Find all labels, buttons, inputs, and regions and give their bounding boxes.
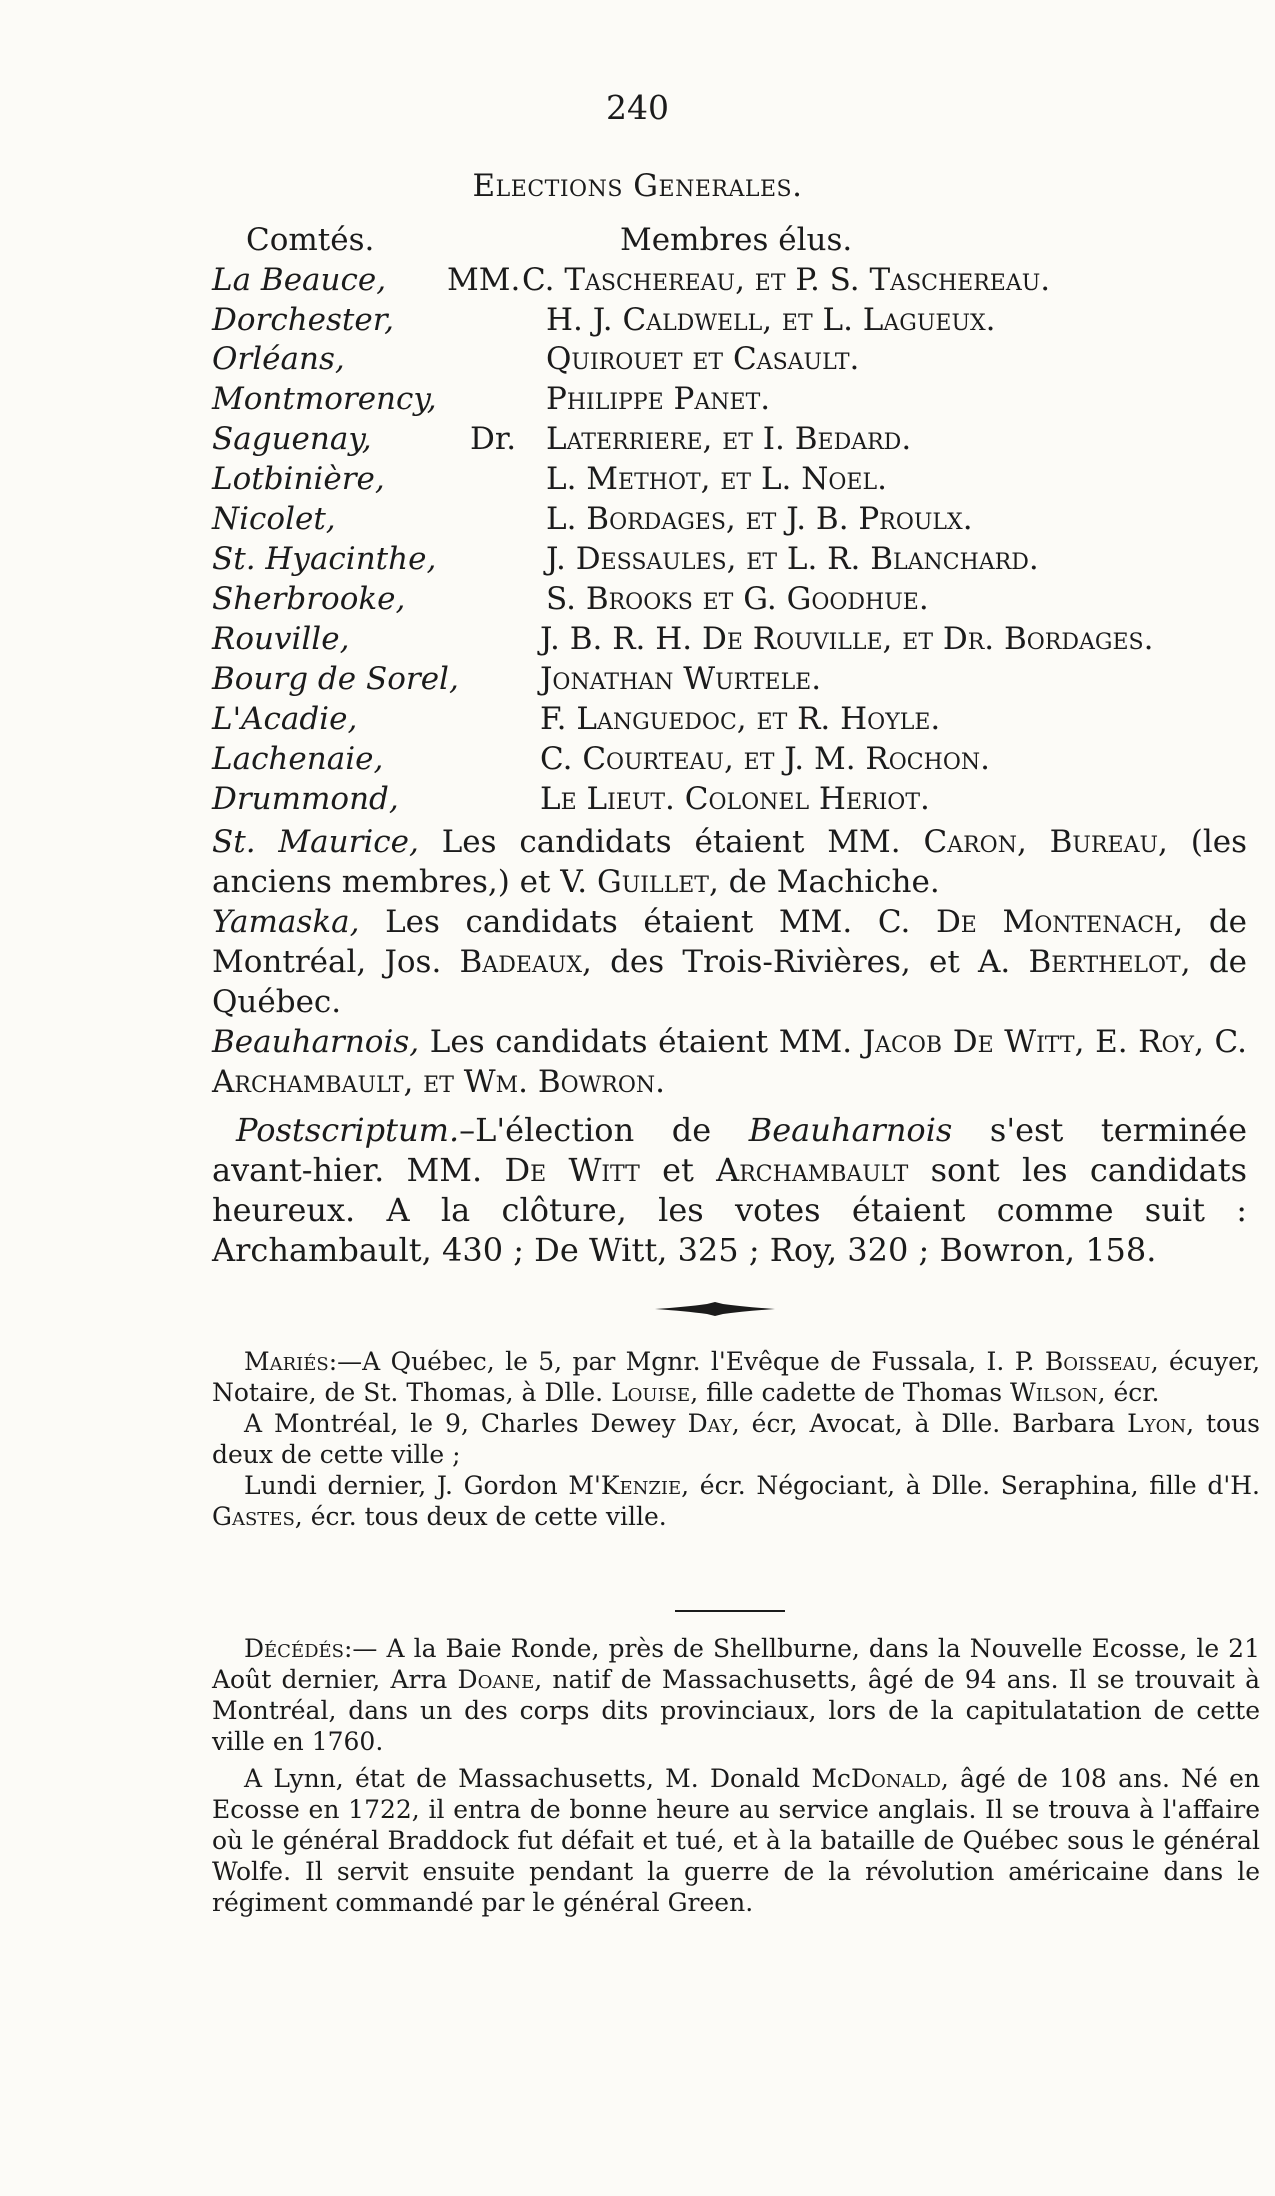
- county-name: La Beauce,: [212, 262, 387, 298]
- candidates-text: des Trois-Rivières, et A.: [610, 944, 1011, 980]
- elected-members: Philippe Panet.: [546, 381, 771, 417]
- candidate-names: C. De Montenach,: [877, 904, 1184, 940]
- section-heading: Elections Generales.: [472, 168, 803, 204]
- candidate-names: Caron, Bureau,: [923, 824, 1168, 860]
- county-name: St. Maurice,: [212, 824, 419, 860]
- candidates-lead: Les candidats étaient MM.: [429, 1024, 853, 1060]
- notice-text: écr. tous deux de cette ville.: [310, 1502, 667, 1531]
- notice-text: :— A la Baie Ronde, près de Shellburne, dans la Nouvelle Ecosse, le 21 Août dernier, Arra: [212, 1634, 1260, 1694]
- candidates-lead: Les candidats étaient MM.: [385, 904, 853, 940]
- death-notice: [212, 1633, 1260, 1757]
- elected-members: Le Lieut. Colonel Heriot.: [540, 781, 930, 817]
- candidate-names: Badeaux,: [459, 944, 592, 980]
- person-name: Doane,: [457, 1665, 543, 1694]
- county-name: L'Acadie,: [212, 701, 358, 737]
- person-name: Louise,: [611, 1378, 699, 1407]
- candidate-name: De Witt: [504, 1151, 640, 1189]
- candidates-entry: [212, 902, 1247, 1022]
- candidate-names: E. Roy, C. Archambault, et Wm. Bowron.: [212, 1024, 1248, 1100]
- elected-members: L. Bordages, et J. B. Proulx.: [546, 501, 973, 537]
- candidate-name: Archambault: [716, 1151, 909, 1189]
- county-name: St. Hyacinthe,: [212, 541, 437, 577]
- county-name: Dorchester,: [212, 302, 394, 338]
- member-prefix: MM.: [447, 262, 521, 298]
- county-name: Yamaska,: [212, 904, 360, 940]
- person-name: Wilson,: [1010, 1378, 1106, 1407]
- candidates-entry: [212, 1022, 1247, 1102]
- postscript-text: sont les candidats heureux. A la clôture, les votes étaient comme suit : Archambault, 430 ; De Witt, 325 ; Roy, 320 ; Bowron, 158.: [212, 1151, 1248, 1269]
- notice-text: écr. Négociant, à Dlle. Seraphina, fille d'H.: [699, 1471, 1260, 1500]
- notice-text: Lundi dernier, J. Gordon: [244, 1471, 558, 1500]
- person-name: Lyon,: [1127, 1409, 1195, 1438]
- county-name: Lachenaie,: [212, 741, 384, 777]
- postscript-text: s'est terminée avant-hier. MM.: [212, 1111, 1248, 1189]
- elected-members: Quirouet et Casault.: [546, 341, 860, 377]
- page-number: 240: [606, 88, 669, 127]
- candidates-text: de Montréal, Jos.: [212, 904, 1248, 980]
- county-name: Sherbrooke,: [212, 581, 406, 617]
- notice-text: A Montréal, le 9, Charles Dewey: [244, 1409, 676, 1438]
- candidate-names: Jacob De Witt,: [862, 1024, 1085, 1060]
- candidate-names: Guillet,: [597, 864, 719, 900]
- county-name: Saguenay,: [212, 421, 372, 457]
- person-name: Boisseau,: [1044, 1347, 1159, 1376]
- marriage-notice: [212, 1346, 1260, 1408]
- elected-members: C. Courteau, et J. M. Rochon.: [540, 741, 990, 777]
- deaths-section: [212, 1633, 1260, 1918]
- county-name: Drummond,: [212, 781, 399, 817]
- elected-members: Laterriere, et I. Bedard.: [546, 421, 912, 457]
- elected-members: C. Taschereau, et P. S. Taschereau.: [522, 262, 1051, 298]
- candidates-entry: [212, 822, 1247, 902]
- postscript-label: Postscriptum.: [236, 1111, 460, 1149]
- candidates-lead: Les candidats étaient MM.: [441, 824, 901, 860]
- county-name: Beauharnois,: [212, 1024, 420, 1060]
- column-header-counties: Comtés.: [246, 222, 375, 258]
- member-prefix: Dr.: [470, 421, 517, 457]
- notice-text: tous deux de cette ville ;: [212, 1409, 1260, 1469]
- ornament-divider: [655, 1302, 775, 1316]
- notice-text: fille cadette de Thomas: [706, 1378, 1003, 1407]
- county-name: Nicolet,: [212, 501, 336, 537]
- postscript-dash: –: [459, 1111, 476, 1149]
- notice-text: :—A Québec, le 5, par Mgnr. l'Evêque de Fussala, I. P.: [328, 1347, 1035, 1376]
- elected-members: J. Dessaules, et L. R. Blanchard.: [546, 541, 1039, 577]
- notice-text: âgé de 108 ans. Né en Ecosse en 1722, il entra de bonne heure au service anglais. Il se trouva à l'affaire où le général Braddock fut défait et tué, et à la bataille de Québec sous le général Wolfe. Il servit ensuite pendant la guerre de la révolution américaine dans le régiment commandé par le général Green.: [212, 1764, 1260, 1917]
- notice-text: écr, Avocat, à Dlle. Barbara: [751, 1409, 1116, 1438]
- county-name: Bourg de Sorel,: [212, 661, 459, 697]
- notice-text: écr.: [1113, 1378, 1160, 1407]
- postscript-text: L'élection de: [475, 1111, 712, 1149]
- elected-members: J. B. R. H. De Rouville, et Dr. Bordages.: [540, 621, 1154, 657]
- candidates-text: de Machiche.: [728, 864, 940, 900]
- postscript-text: et: [662, 1151, 694, 1189]
- marriages-section: [212, 1346, 1260, 1532]
- person-name: M'Kenzie,: [568, 1471, 690, 1500]
- section-divider: [675, 1610, 785, 1612]
- place-name: Beauharnois: [748, 1111, 953, 1149]
- notice-text: natif de Massachusetts, âgé de 94 ans. Il se trouvait à Montréal, dans un des corps dits provinciaux, lors de la capitulatation de cette ville en 1760.: [212, 1665, 1261, 1756]
- county-name: Orléans,: [212, 341, 345, 377]
- candidate-names: Berthelot,: [1028, 944, 1191, 980]
- marriage-notice: [212, 1470, 1260, 1532]
- postscript-paragraph: [212, 1110, 1247, 1270]
- section-label: Décédés: [244, 1634, 344, 1663]
- elected-members: F. Languedoc, et R. Hoyle.: [540, 701, 941, 737]
- county-name: Rouville,: [212, 621, 350, 657]
- elected-members: Jonathan Wurtele.: [540, 661, 822, 697]
- notice-text: écuyer, Notaire, de St. Thomas, à Dlle.: [212, 1347, 1261, 1407]
- county-name: Montmorency,: [212, 381, 437, 417]
- notice-text: A Lynn, état de Massachusetts, M. Donald Mc: [244, 1764, 851, 1793]
- candidates-text: de Québec.: [212, 944, 1248, 1020]
- section-label: Mariés: [244, 1347, 329, 1376]
- marriage-notice: [212, 1408, 1260, 1470]
- person-name: Day,: [687, 1409, 740, 1438]
- elected-members: S. Brooks et G. Goodhue.: [546, 581, 929, 617]
- county-name: Lotbinière,: [212, 461, 385, 497]
- candidates-text: (les anciens membres,) et V.: [212, 824, 1247, 900]
- elected-members: H. J. Caldwell, et L. Lagueux.: [546, 302, 996, 338]
- column-header-members: Membres élus.: [620, 222, 853, 258]
- person-name: Donald,: [850, 1764, 949, 1793]
- death-notice: [212, 1763, 1260, 1918]
- person-name: Gastes,: [212, 1502, 303, 1531]
- elected-members: L. Methot, et L. Noel.: [546, 461, 887, 497]
